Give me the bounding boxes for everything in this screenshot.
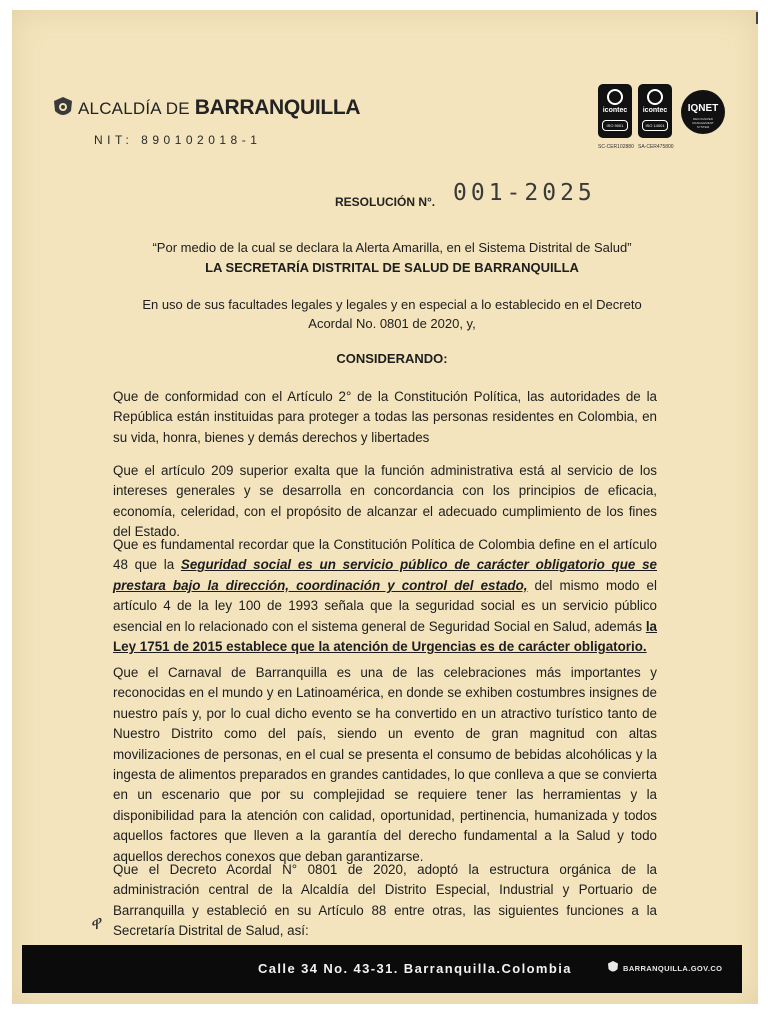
- cert-iso: ISO 14001: [642, 120, 668, 131]
- cert-code: SA-CER475800: [638, 144, 674, 150]
- cert-label: icontec: [642, 107, 668, 114]
- iqnet-sub: RECOGNIZED MANAGEMENT SYSTEM: [692, 117, 714, 129]
- issuing-authority: LA SECRETARÍA DISTRITAL DE SALUD DE BARRANQUILLA: [205, 260, 579, 275]
- paragraph-3-text: del mismo modo el artículo 4 de la ley 100 de 1993 señala que la seguridad social es un servicio público esencial en lo relacionado con el sistema general de Seguridad Social en Salud, además: [113, 577, 657, 634]
- paragraph-3: [113, 535, 657, 657]
- paragraph-1: Que de conformidad con el Artículo 2° de la Constitución Política, las autoridades de la República están instituidas para proteger a todas las personas residentes en Colombia, en su vida, honra, bienes y demás derechos y libertades: [113, 389, 657, 445]
- iqnet-label: IQNET: [687, 103, 719, 114]
- paragraph-3-emphasis: Seguridad social es un servicio público de carácter obligatorio que se prestara bajo la dirección, coordinación y control del estado,: [113, 557, 657, 593]
- footer-address: Calle 34 No. 43-31. Barranquilla.Colombia: [258, 961, 572, 976]
- considerando-heading: CONSIDERANDO:: [336, 351, 448, 366]
- city-seal-icon: [52, 96, 74, 120]
- preamble-line-2: Acordal No. 0801 de 2020, y,: [308, 316, 476, 331]
- icontec-logo-icon: [607, 89, 623, 105]
- footer-website: BARRANQUILLA.GOV.CO: [623, 964, 723, 973]
- handwritten-initial: ዋ: [86, 912, 105, 936]
- cert-iso: ISO 9001: [602, 120, 628, 131]
- icontec-logo-icon: [647, 89, 663, 105]
- paragraph-3-emphasis: la Ley 1751 de 2015 establece que la atención de Urgencias es de carácter obligatorio.: [113, 618, 657, 655]
- scan-edge-mark: [756, 12, 758, 24]
- city-logo: [78, 96, 360, 120]
- cert-label: icontec: [602, 107, 628, 114]
- preamble-line-1: En uso de sus facultades legales y legales y en especial a lo establecido en el Decreto: [142, 297, 642, 312]
- paragraph-2: Que el artículo 209 superior exalta que la función administrativa está al servicio de los intereses generales y se desarrolla en concordancia con los principios de eficacia, economía, celeridad, con el propósito de alcanzar el adecuado cumplimiento de los fines del Estado.: [113, 463, 657, 540]
- icontec-iso9001-badge: [598, 84, 632, 138]
- resolution-label: RESOLUCIÓN N°.: [335, 195, 436, 209]
- city-seal-icon: [606, 960, 620, 974]
- cert-code: SC-CER102880: [598, 144, 634, 150]
- logo-city: BARRANQUILLA: [194, 96, 361, 119]
- paragraph-5: Que el Decreto Acordal N° 0801 de 2020, adoptó la estructura orgánica de la administración central de la Alcaldía del Distrito Especial, Industrial y Portuario de Barranquilla y estableció en su Artículo 88 entre otras, las siguientes funciones a la Secretaría Distrital de Salud, así:: [113, 862, 657, 939]
- paragraph-4: Que el Carnaval de Barranquilla es una de las celebraciones más importantes y reconocidas en el mundo y en Latinoamérica, en donde se exhiben costumbres insignes de nuestro país y, por lo cual dicho evento se ha convertido en un atractivo turístico tanto de Nuestro Distrito como del país, siendo un evento de gran magnitud con altas movilizaciones de personas, en el cual se presenta el consumo de bebidas alcohólicas y la ingesta de alimentos preparados en grandes cantidades, lo que conlleva a que se convierta en un escenario que por su complejidad se requiere tener las herramientas y la disponibilidad para la atención con calidad, oportunidad, pertinencia, humanizada y todos aquellos factores que lleven a la garantía del derecho fundamental a la Salud y todo aquellos derechos conexos que deban garantizarse.: [113, 665, 657, 864]
- resolution-subject: “Por medio de la cual se declara la Alerta Amarilla, en el Sistema Distrital de Salud”: [152, 240, 632, 255]
- logo-prefix: ALCALDÍA DE: [78, 99, 195, 118]
- icontec-iso14001-badge: [638, 84, 672, 138]
- nit-number: NIT: 890102018-1: [94, 133, 262, 147]
- document-page: [12, 10, 758, 1004]
- iqnet-badge: [681, 90, 725, 134]
- footer-bar: [22, 945, 742, 993]
- resolution-number: 001-2025: [453, 180, 596, 206]
- paragraph-3-text: Que es fundamental recordar que la Constitución Política de Colombia define en el artículo 48 que la: [113, 537, 657, 573]
